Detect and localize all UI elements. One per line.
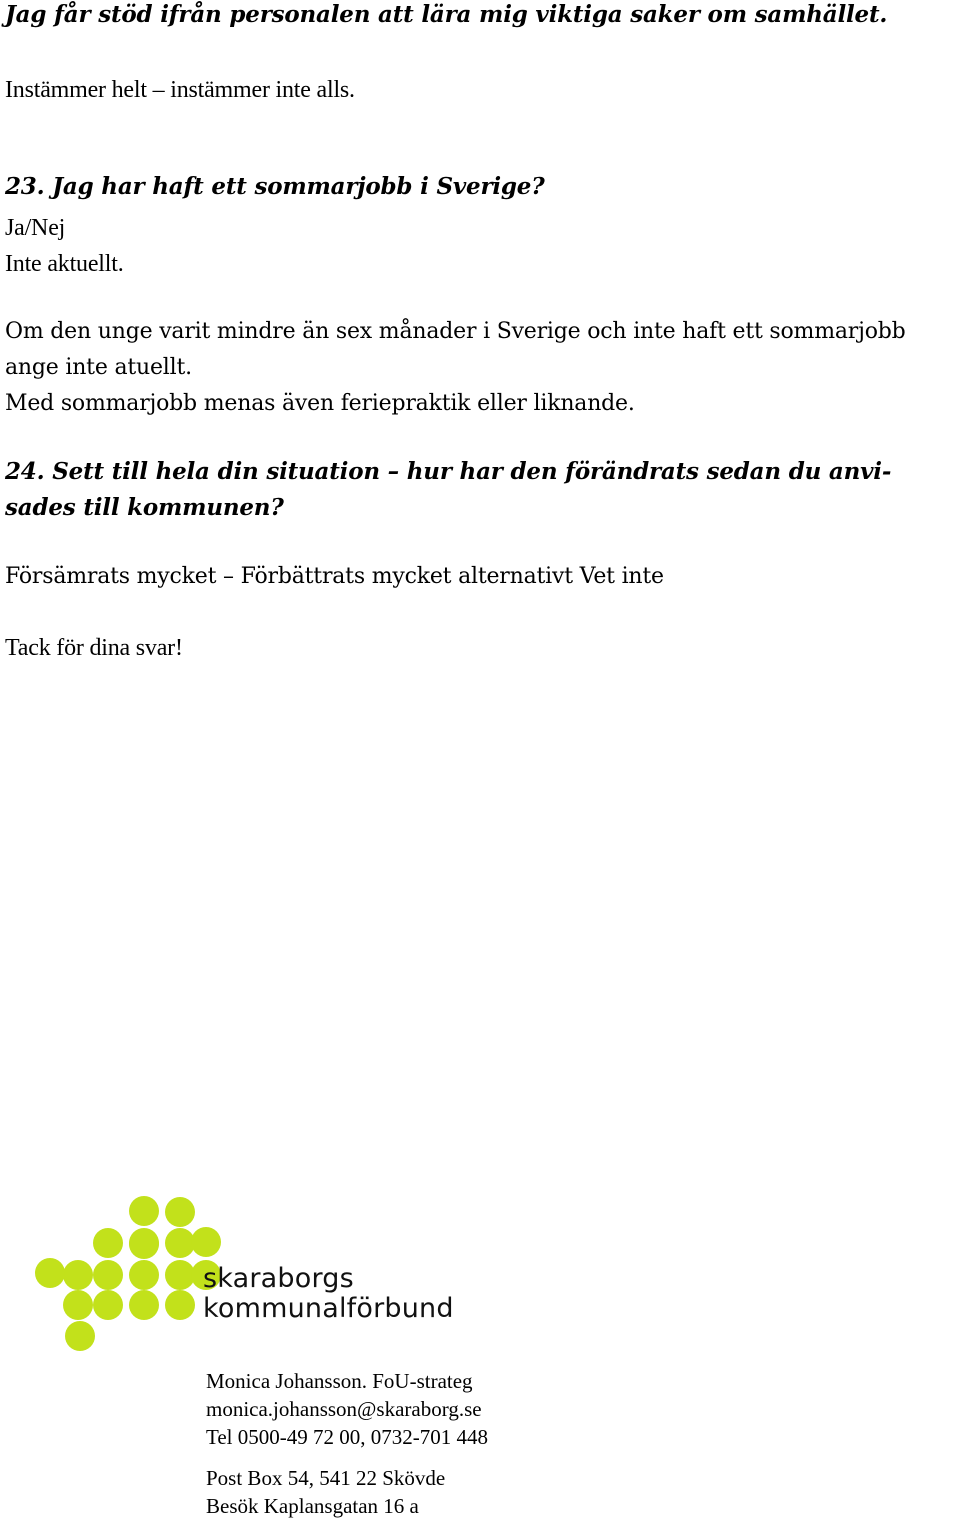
logo-dot: [65, 1321, 95, 1351]
q22-scale: Instämmer helt – instämmer inte alls.: [5, 77, 355, 103]
logo-dot: [129, 1290, 159, 1320]
contact-name-title: Monica Johansson. FoU-strateg: [206, 1369, 473, 1393]
logo-wordmark-line-2: kommunalförbund: [203, 1293, 454, 1324]
contact-post-address: Post Box 54, 541 22 Skövde: [206, 1466, 446, 1490]
logo-dot: [93, 1290, 123, 1320]
logo-dot: [129, 1196, 159, 1226]
logo-dot: [63, 1290, 93, 1320]
q23-not-applicable: Inte aktuellt.: [5, 251, 124, 277]
logo-dot: [165, 1197, 195, 1227]
logo-dot: [93, 1260, 123, 1290]
q24-scale: Försämrats mycket – Förbättrats mycket alternativt Vet inte: [5, 564, 664, 589]
contact-visit-address: Besök Kaplansgatan 16 a: [206, 1494, 419, 1518]
contact-phone: Tel 0500-49 72 00, 0732-701 448: [206, 1425, 489, 1449]
q22-statement: Jag får stöd ifrån personalen att lära mig viktiga saker om samhället.: [5, 1, 888, 28]
logo-dot: [129, 1229, 159, 1259]
q23-note-line-1: Om den unge varit mindre än sex månader i Sverige och inte haft ett sommarjobb: [5, 319, 906, 344]
q24-question-line-1: 24. Sett till hela din situation – hur har den förändrats sedan du anvi-: [5, 458, 892, 485]
logo-dot: [93, 1228, 123, 1258]
logo-dot: [35, 1258, 65, 1288]
closing-thanks: Tack för dina svar!: [5, 635, 183, 661]
logo-dot: [129, 1260, 159, 1290]
logo-dot: [191, 1227, 221, 1257]
logo-wordmark-line-1: skaraborgs: [203, 1263, 354, 1294]
q23-note-line-2: ange inte atuellt.: [5, 355, 192, 380]
q23-answer: Ja/Nej: [5, 215, 66, 241]
q24-question-line-2: sades till kommunen?: [5, 494, 284, 521]
logo-dot: [63, 1260, 93, 1290]
q23-question: 23. Jag har haft ett sommarjobb i Sverige?: [5, 173, 545, 200]
logo-dot: [165, 1228, 195, 1258]
logo-dot: [165, 1290, 195, 1320]
q23-note-line-3: Med sommarjobb menas även feriepraktik eller liknande.: [5, 391, 635, 416]
logo-dot: [165, 1260, 195, 1290]
contact-email[interactable]: monica.johansson@skaraborg.se: [206, 1397, 482, 1421]
